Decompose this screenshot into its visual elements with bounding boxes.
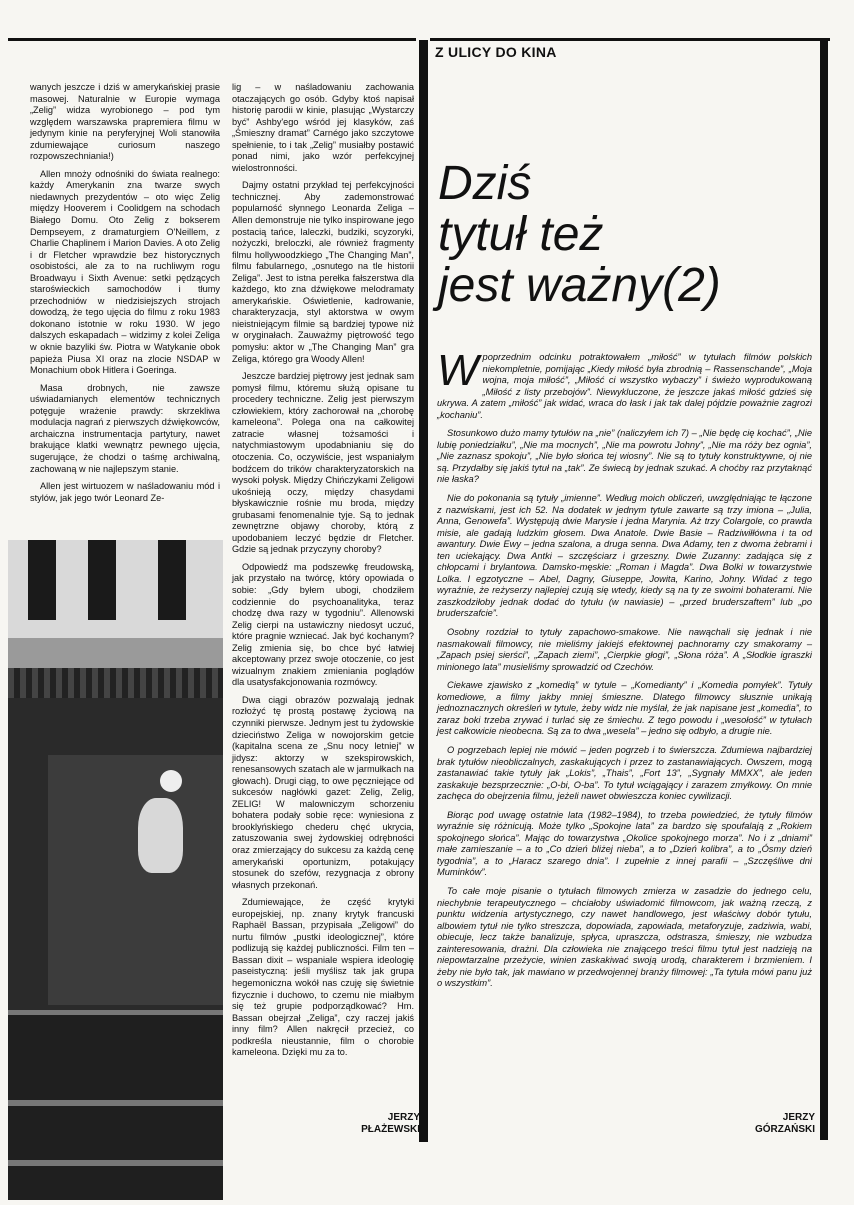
top-rule-right bbox=[430, 38, 830, 41]
section-label: Z ULICY DO KINA bbox=[435, 44, 557, 60]
right-edge-bar bbox=[820, 40, 828, 1140]
paragraph: wanych jeszcze i dziś w amerykańskiej prasie masowej. Naturalnie w Europie wymaga „Zelig” widza wyrobionego – pod tym względem warszawska prapremiera filmu w jedynym kinie na peryferyjnej Woli stanowiła zdumiewające curiosum naszego rozpowszechniania!) bbox=[30, 82, 220, 162]
signature-plazewski bbox=[300, 1112, 420, 1136]
film-still-photo bbox=[8, 540, 223, 1200]
paragraph: Masa drobnych, nie zawsze uświadamianych elementów technicznych potęguje wrażenie prawdy: skrzekliwa modulacja nagrań z pierwszych dźwiękowców, archaiczna instrumentacja partytury, nawet brakujące klatki wewnątrz pewnego ujęcia, sugerujące, że chodzi o taśmę archiwalną, zachowaną w nie najlepszym stanie. bbox=[30, 382, 220, 474]
column-divider bbox=[419, 40, 428, 1142]
title-line: Dziś bbox=[438, 157, 532, 210]
author-first-name: JERZY bbox=[782, 1112, 815, 1123]
article-title bbox=[438, 158, 808, 311]
paragraph: Zdumiewające, że część krytyki europejskiej, np. znany krytyk francuski Raphaël Bassan, przypisała „Zeligowi” do nurtu filmów „pustki ideologicznej”, które podlizują się każdej publiczności. Film ten – Bassan dixit – wspaniale wspiera ideologię paseistyczną: jeśli myślisz tak jak grupa hegemoniczna wokół nas czuję się świetnie fizycznie i duchowo, to czemu nie miałbym się też grupie podporządkować? Hm. Bassan obejrzał „Zeliga”, czy raczej jakiś inny film? Allen nakręcił przecież, co podkreśla nieustannie, film o chorobie kameleona. Dzięki mu za to. bbox=[232, 897, 414, 1058]
paragraph: Dajmy ostatni przykład tej perfekcyjności technicznej. Aby zademonstrować popularność słynnego Leonarda Zeliga – Allen demonstruje nie tylko inspirowane jego postacią tańce, laleczki, budziki, scyzoryki, nożyczki, breloczki, ale również fragmenty filmu hollywoodzkiego „The Changing Man”, filmu fabularnego, „osnutego na tle historii Zeliga”. Jest to istna perełka fałszerstwa dla każdego, kto zna dźwiękowe melodramaty amerykańskie. Oświetlenie, kadrowanie, charakteryzacja, styl aktorstwa w owym nieistniejącym filmie są bardziej typowe niż w oryginałach. Zauważmy piętrowość tego pomysłu: aktor w „The Changing Man” gra Zeliga, którego gra Woody Allen! bbox=[232, 180, 414, 364]
paragraph: Allen mnoży odnośniki do świata realnego: każdy Amerykanin zna twarze swych niedawnych prezydentów – oto więc Zelig między Hooverem i Coolidgem na schodach Białego Domu. Oto Zelig z bokserem Dempseyem, z dramaturgiem O'Neillem, z Charlie Chaplinem i Marion Davies. A oto Zelig i dr Fletcher wprawdzie bez historycznych osobistości, ale za to na ruchliwym rogu Broadwayu i Sixth Avenue: setki pędzących staroświeckich samochodów i tłumy przechodniów w niedzisiejszych strojach dowodzą, że tego ujęcia do filmu z roku 1983 dokonano istotnie w roku 1930. W jego dalszych eskapadach – widzimy z kolei Zeliga w oknie bazyliki św. Piotra w Watykanie obok papieża Piusa XI oraz na zlocie NSDAP w Monachium obok Hitlera i Goeringa. bbox=[30, 168, 220, 376]
author-last-name: GÓRZAŃSKI bbox=[755, 1124, 815, 1135]
author-last-name: PŁAŻEWSKI bbox=[361, 1124, 420, 1135]
paragraph: O pogrzebach lepiej nie mówić – jeden pogrzeb i to świerszcza. Zdumiewa najbardziej brak tytułów nieobliczalnych, zaskakujących i przez to zastanawiających. Owszem, mogą zastanawiać takie tytuły jak „Lokis”, „Thais”, „Fort 13”, „Sygnały MMXX”, ale jeden zaskakuje bezsprzecznie: „O-bi, O-ba”. To tytuł wciągający i zarazem zmyłkowy. On mnie zachęca do obejrzenia filmu, jeżeli nawet obwieszcza koniec cywilizacji. bbox=[437, 744, 812, 802]
lead-paragraph: Wpoprzednim odcinku potraktowałem „miłość” w tytułach filmów polskich niekompletnie, pomijając „Kiedy miłość była zbrodnią – Rassenschande”, „Moja wojna, moja miłość”, „Miłość ci wszystko wybaczy” i świeżo wyprodukowaną „Miłość z listy przebojów”. Niewykluczone, że jeszcze jakaś miłość gdzieś się ukrywa. A zatem „miłość” jak widać, wraca do łask i jak tak dalej pójdzie poważnie zagrozi „kochaniu”. bbox=[437, 346, 812, 420]
paragraph: Jeszcze bardziej piętrowy jest jednak sam pomysł filmu, któremu służą opisane tu procedery techniczne. Zelig jest pierwszym człowiekiem, który zachorował na „chorobę kameleona”. Polega ona na całkowitej zatracie własnej tożsamości i natychmiastowym upodabnianiu się do otoczenia. Co, oczywiście, jest wspaniałym bodźcem do trików charakteryzatorskich na wysoki połysk. Między Chińczykami Zeligowi ukośnieją oczy, między chasydami błyskawicznie rośnie mu broda, między grubasami fenomenalnie tyje. Są to jednak zewnętrzne objawy choroby, którą z upodobaniem leczyć będzie dr Fletcher. Gdzie są jednak przyczyny choroby? bbox=[232, 371, 414, 555]
paragraph: Osobny rozdział to tytuły zapachowo-smakowe. Nie nawąchali się jednak i nie nasmakowali filmowcy, nie mieliśmy jakiejś efektownej pachnoramy czy smakoramy – „Zapach psiej sierści”, „Zapach ziemi”, „Cierpkie głogi”, „Słona róża”. A „Słodkie igraszki minionego lata” musieliśmy sprowadzić od Czechów. bbox=[437, 627, 812, 672]
paragraph: Allen jest wirtuozem w naśladowaniu mód i stylów, jak jego twór Leonard Ze- bbox=[30, 481, 220, 503]
article-plazewski-col2 bbox=[232, 82, 414, 1065]
article-plazewski-col1 bbox=[30, 82, 220, 510]
article-gorzanski bbox=[437, 346, 812, 997]
signature-gorzanski bbox=[690, 1112, 815, 1136]
paragraph: To całe moje pisanie o tytułach filmowych zmierza w zasadzie do jednego celu, niechybnie terapeutycznego – chciałoby uświadomić filmowcom, jak ważną rzeczą, z punktu widzenia artystycznego, czy nawet handlowego, jest właściwy dobór tytułu, albowiem tytuł nie tylko streszcza, dopowiada, zapowiada, metaforyzuje, zadziwia, wabi, obiecuje, lecz także banalizuje, spłyca, upraszcza, odstrasza, śmieszy, nie wzbudza zainteresowania, drażni. Dla człowieka nie znającego treści filmu tytuł jest nadzieją na niepowtarzalne przeżycie, winien zaskakiwać swoją urodą, charakterem i brzmieniem. I żeby nie było tak, jak mawiano w przedwojennej branży filmowej: „Ta tytuła mówi panu już o wszystkim”. bbox=[437, 885, 812, 989]
paragraph: Odpowiedź ma podszewkę freudowską, jak przystało na twórcę, który opowiada o sobie: „Gdy byłem ubogi, chodziłem codziennie do psychoanalityka, teraz chodzę dwa razy w tygodniu”. Allenowski Zelig cierpi na ustawiczny niedosyt uczuć, które pragnie wzniecać. Jak być kochanym? Zelig zmienia się, bo chce być łatwiej akceptowany przez swoje otoczenie, co jest wizualnym znakiem zmieniania poglądów dla usatysfakcjonowania rozmówcy. bbox=[232, 561, 414, 688]
paragraph: Nie do pokonania są tytuły „imienne”. Według moich obliczeń, uwzględniając te łączone z nazwiskami, jest ich 52. Na dodatek w jednym tytule zawarte są trzy imiona – „Julia, Anna, Genowefa”. Występują dwie Marysie i jedna Marynia. Aż trzy Colargole, co prawda misie, ale gadają ludzkim głosem. Dwa Anatole. Dwie Basie – Radziwiłłówna i ta od awantury. Dwie Ewy – jedna szalona, a druga senna. Dwa Adamy, ten z dwoma żebrami i ten uciekający. Dwa Antki – szczęściarz i grzeszny. Dwie Zuzanny: zadająca się z chłopcami i brylantowa. Damsko-męskie: „Roman i Magda”. Dwa Bolki w towarzystwie Lolka. I egzotyczne – Abel, Dagny, Giuseppe, Jowita, Karino, Johny. Widać z tego wyraźnie, że reżyserzy najlepiej czują się wtedy, kiedy są na ty ze swoimi bohaterami. Nie zaszkodziłoby jednak dodać do tytułu (w nawiasie) – „przed bruderszaftem” lub „po bruderszafcie”. bbox=[437, 493, 812, 619]
title-line: tytuł też bbox=[438, 208, 604, 261]
top-rule-left bbox=[8, 38, 416, 41]
author-first-name: JERZY bbox=[387, 1112, 420, 1123]
title-line: jest ważny(2) bbox=[438, 259, 721, 312]
paragraph: Stosunkowo dużo mamy tytułów na „nie” (naliczyłem ich 7) – „Nie będę cię kochać”, „Nie lubię poniedziałku”, „Nie ma mocnych”, „Nie ma powrotu Johny”, „Nie ma róży bez ognia”, „Nie zaznasz spokoju”, „Nie było słońca tej wiosny”. Nie są to tytuły konstruktywne, oj nie są. Przydałby się jakiś tytuł na „tak”. Ze świecą by jednak szukać. A choćby raz przytaknąć nie łaska? bbox=[437, 428, 812, 485]
paragraph: Dwa ciągi obrazów pozwalają jednak rozłożyć tę prostą postawę życiową na czynniki pierwsze. Jednym jest tu żydowskie dzieciństwo Zeliga w nowojorskim getcie (kapitalna scena ze „Snu nocy letniej” w jidysz: aktorzy w szekspirowskich, renesansowych szatach ale w jarmułkach na głowach). Drugi ciąg, to owe pęczniejące od sukcesów nagłówki gazet: Zelig, Zelig, ZELIG! W malowniczym schorzeniu bohatera podały sobie ręce: wyniesiona z brooklyńskiego chederu chęć ukrycia, zatuszowania swej żydowskiej odrębności oraz zmierzający do sukcesu za każdą cenę amerykański oportunizm, potakujący stosunek do szefów, rezygnacja z obrony własnych przekonań. bbox=[232, 694, 414, 890]
drop-cap: W bbox=[437, 346, 479, 395]
paragraph: lig – w naśladowaniu zachowania otaczających go osób. Gdyby ktoś napisał historię parodii w kinie, plasując „Wystarczy być” Ashby'ego wśród jej klasyków, zaś „Śmieszny dramat” Carnégo jako szczytowe spełnienie, to i tak „Zelig” musiałby postawić ponad nimi, jako wzór perfekcyjnej wielostronności. bbox=[232, 82, 414, 173]
paragraph: Ciekawe zjawisko z „komedią” w tytule – „Komedianty” i „Komedia pomyłek”. Tytuły komediowe, a filmy jakby mniej śmieszne. Dlatego filmowcy słusznie unikają jednoznacznych określeń w tytule, żeby widz nie myślał, że jak napisane jest „komedia”, to zaraz boki trzeba zrywać i turlać się ze śmiechu. Z tego powodu i „wesołość” w tytułach jest całkowicie nieobecna. Są za to dwa „wesela” – jedno się odbyło, a drugie nie. bbox=[437, 680, 812, 737]
paragraph: Biorąc pod uwagę ostatnie lata (1982–1984), to trzeba powiedzieć, że tytuły filmów wyraźnie się różnicują. Może tylko „Spokojne lata” za bardzo się spoufalają z „Rokiem spokojnego słońca”. Mając do towarzystwa „Okolice spokojnego morza”. No i z „dniami” małe zamieszanie – a to „Co dzień bliżej nieba”, a to „Dzień kolibra”, a to „Ósmy dzień tygodnia”, a to „Haracz szarego dnia”. I zupełnie z innej parafii – „Szczęśliwe dni Muminków”. bbox=[437, 809, 812, 878]
